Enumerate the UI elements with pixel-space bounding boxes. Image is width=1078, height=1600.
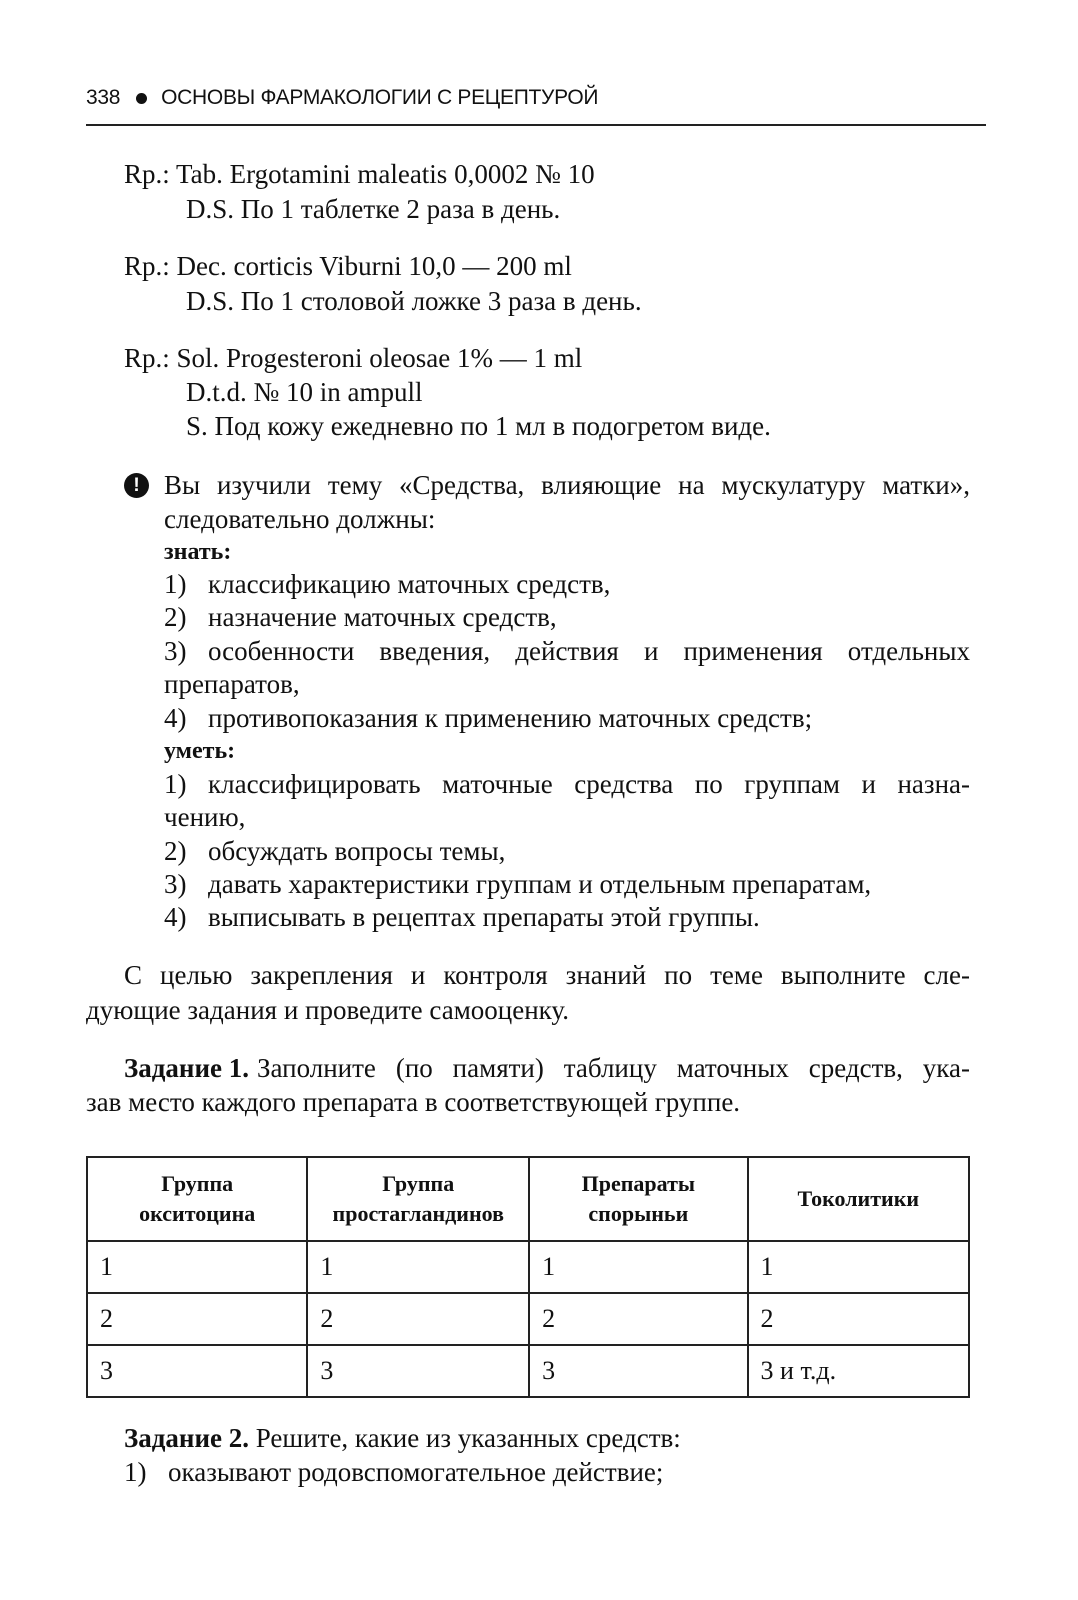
recipe-line: D.S. По 1 таблетке 2 раза в день. — [186, 194, 561, 224]
list-item — [164, 868, 871, 900]
list-number: 1) — [164, 569, 187, 599]
list-text: выписывать в рецептах препараты этой группы. — [208, 902, 760, 932]
list-number: 1) — [124, 1457, 147, 1487]
list-item — [164, 901, 760, 933]
task-label: Задание 2. — [124, 1423, 250, 1453]
list-item — [164, 768, 970, 800]
recipe-line: D.t.d. № 10 in ampull — [186, 377, 423, 407]
table-row — [87, 1345, 969, 1397]
running-header — [86, 82, 986, 114]
table-row — [87, 1293, 969, 1345]
recipe-rp: Rp.: Tab. Ergotamini maleatis 0,0002 № 10 — [124, 159, 595, 189]
summary-intro-cont: следовательно должны: — [164, 504, 436, 534]
task-text: Решите, какие из указанных средств: — [255, 1423, 681, 1453]
list-text: давать характеристики группам и отдельным препаратам, — [208, 869, 872, 899]
list-item — [124, 1456, 663, 1488]
list-text: противопоказания к применению маточных средств; — [208, 703, 813, 733]
list-item — [164, 635, 970, 667]
table-cell: 1 — [748, 1241, 969, 1293]
list-text: классифицировать маточные средства по группам и назна- — [208, 769, 970, 799]
list-number: 2) — [164, 836, 187, 866]
column-header: Группа окситоцина — [87, 1157, 307, 1241]
list-text: особенности введения, действия и применения отдельных — [208, 636, 970, 666]
list-text-cont: препаратов, — [164, 669, 300, 699]
recipe-line: D.S. По 1 столовой ложке 3 раза в день. — [186, 286, 642, 316]
task-2 — [124, 1422, 681, 1454]
exclamation-icon: ! — [124, 473, 149, 498]
recipe-line: S. Под кожу ежедневно по 1 мл в подогретом виде. — [186, 411, 771, 441]
list-item — [164, 835, 505, 867]
table-cell: 3 — [87, 1345, 307, 1397]
list-number: 4) — [164, 902, 187, 932]
list-number: 4) — [164, 703, 187, 733]
table-cell: 1 — [87, 1241, 307, 1293]
table-cell: 3 — [529, 1345, 747, 1397]
table-cell: 3 — [307, 1345, 529, 1397]
page-number: 338 — [86, 86, 121, 109]
table-cell: 2 — [87, 1293, 307, 1345]
list-number: 2) — [164, 602, 187, 632]
column-header: Препараты спорыньи — [529, 1157, 747, 1241]
know-label: знать: — [164, 539, 232, 565]
recipe-rp: Rp.: Dec. corticis Viburni 10,0 — 200 ml — [124, 251, 572, 281]
can-label: уметь: — [164, 738, 236, 764]
table-cell: 2 — [748, 1293, 969, 1345]
list-text: оказывают родовспомогательное действие; — [168, 1457, 664, 1487]
table-cell: 2 — [307, 1293, 529, 1345]
paragraph-line: С целью закрепления и контроля знаний по теме выполните сле- — [124, 960, 970, 990]
task-text: Заполните (по памяти) таблицу маточных средств, ука- — [257, 1053, 970, 1083]
list-number: 1) — [164, 769, 187, 799]
table-cell: 1 — [529, 1241, 747, 1293]
list-item — [164, 702, 812, 734]
task-1 — [124, 1052, 970, 1084]
column-header: Токолитики — [748, 1157, 969, 1241]
list-number: 3) — [164, 869, 187, 899]
column-header: Группа простагландинов — [307, 1157, 529, 1241]
list-item — [164, 601, 557, 633]
table-cell: 2 — [529, 1293, 747, 1345]
table-cell: 3 и т.д. — [748, 1345, 969, 1397]
paragraph-line: дующие задания и проведите самооценку. — [86, 995, 569, 1025]
list-item — [164, 568, 610, 600]
running-title: ОСНОВЫ ФАРМАКОЛОГИИ С РЕЦЕПТУРОЙ — [161, 86, 599, 109]
table-header-row — [87, 1157, 969, 1241]
list-text-cont: чению, — [164, 802, 246, 832]
task-label: Задание 1. — [124, 1053, 250, 1083]
task-text-cont: зав место каждого препарата в соответствующей группе. — [86, 1087, 741, 1117]
recipe-rp: Rp.: Sol. Progesteroni oleosae 1% — 1 ml — [124, 343, 583, 373]
drug-groups-table — [86, 1156, 970, 1398]
table-row — [87, 1241, 969, 1293]
summary-intro: Вы изучили тему «Средства, влияющие на мускулатуру матки», — [164, 470, 970, 500]
list-text: назначение маточных средств, — [208, 602, 557, 632]
table-cell: 1 — [307, 1241, 529, 1293]
list-text: классификацию маточных средств, — [208, 569, 611, 599]
bullet-icon — [136, 93, 147, 104]
list-number: 3) — [164, 636, 187, 666]
list-text: обсуждать вопросы темы, — [208, 836, 506, 866]
header-rule — [86, 124, 986, 126]
